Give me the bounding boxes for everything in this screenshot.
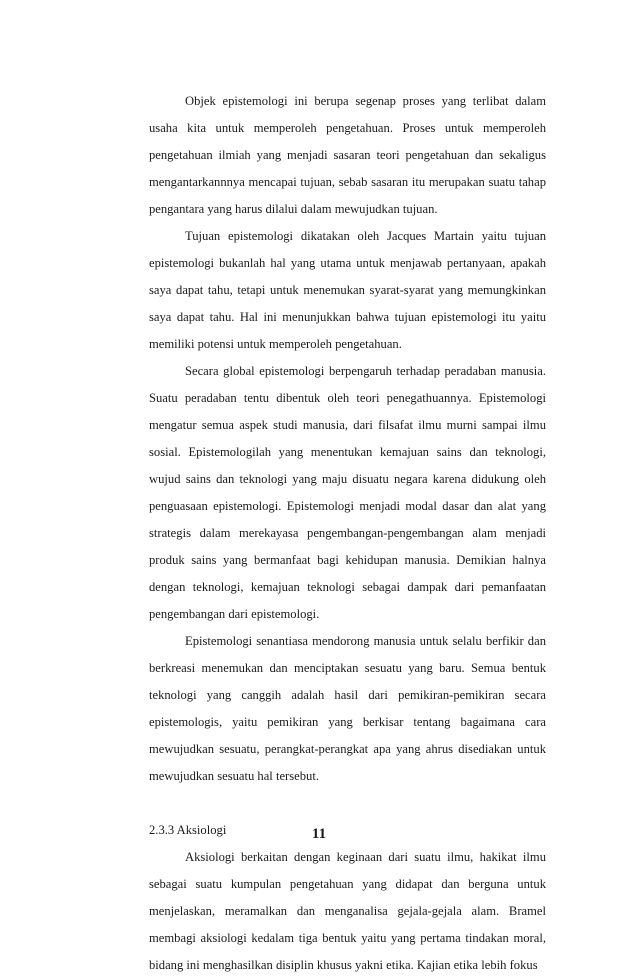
paragraph-aksiologi: Aksiologi berkaitan dengan keginaan dari suatu ilmu, hakikat ilmu sebagai suatu kumpulan pengetahuan yang didapat dan berguna untuk menjelaskan, meramalkan dan menganalisa gejala-gejala alam. Bramel membagi aksiologi kedalam tiga bentuk yaitu yang pertama tindakan moral, bidang ini menghasilkan disiplin khusus yakni etika. Kajian etika lebih fokus xyxy=(149,850,546,972)
paragraph-epistemologi-mendorong: Epistemologi senantiasa mendorong manusia untuk selalu berfikir dan berkreasi menemukan dan menciptakan sesuatu yang baru. Semua bentuk teknologi yang canggih adalah hasil dari pemikiran-pemikiran secara epistemologis, yaitu pemikiran yang berkisar tentang bagaimana cara mewujudkan sesuatu, perangkat-perangkat apa yang ahrus disediakan untuk mewujudkan sesuatu hal tersebut. xyxy=(149,634,546,783)
section-heading-aksiologi: 2.3.3 Aksiologi xyxy=(149,823,227,837)
paragraph-tujuan-epistemologi: Tujuan epistemologi dikatakan oleh Jacques Martain yaitu tujuan epistemologi bukanlah hal yang utama untuk menjawab pertanyaan, apakah saya dapat tahu, tetapi untuk menemukan syarat-syarat yang memungkinkan saya dapat tahu. Hal ini menunjukkan bahwa tujuan epistemologi itu yaitu memiliki potensi untuk memperoleh pengetahuan. xyxy=(149,229,546,351)
paragraph-objek-epistemologi: Objek epistemologi ini berupa segenap proses yang terlibat dalam usaha kita untuk memperoleh pengetahuan. Proses untuk memperoleh pengetahuan ilmiah yang menjadi sasaran teori pengetahuan dan sekaligus mengantarkannnya mencapai tujuan, sebab sasaran itu merupakan suatu tahap pengantara yang harus dilalui dalam mewujudkan tujuan. xyxy=(149,94,546,216)
document-page xyxy=(149,88,546,979)
paragraph-pengaruh-epistemologi: Secara global epistemologi berpengaruh terhadap peradaban manusia. Suatu peradaban tentu dibentuk oleh teori penegathuannya. Epistemologi mengatur semua aspek studi manusia, dari filsafat ilmu murni sampai ilmu sosial. Epistemologilah yang menentukan kemajuan sains dan teknologi, wujud sains dan teknologi yang maju disuatu negara karena didukung oleh penguasaan epistemologi. Epistemologi menjadi modal dasar dan alat yang strategis dalam merekayasa pengembangan-pengembangan alam menjadi produk sains yang bermanfaat bagi kehidupan manusia. Demikian halnya dengan teknologi, kemajuan teknologi sebagai dampak dari pemanfaatan pengembangan dari epistemologi. xyxy=(149,364,546,621)
page-number: 11 xyxy=(311,826,327,842)
